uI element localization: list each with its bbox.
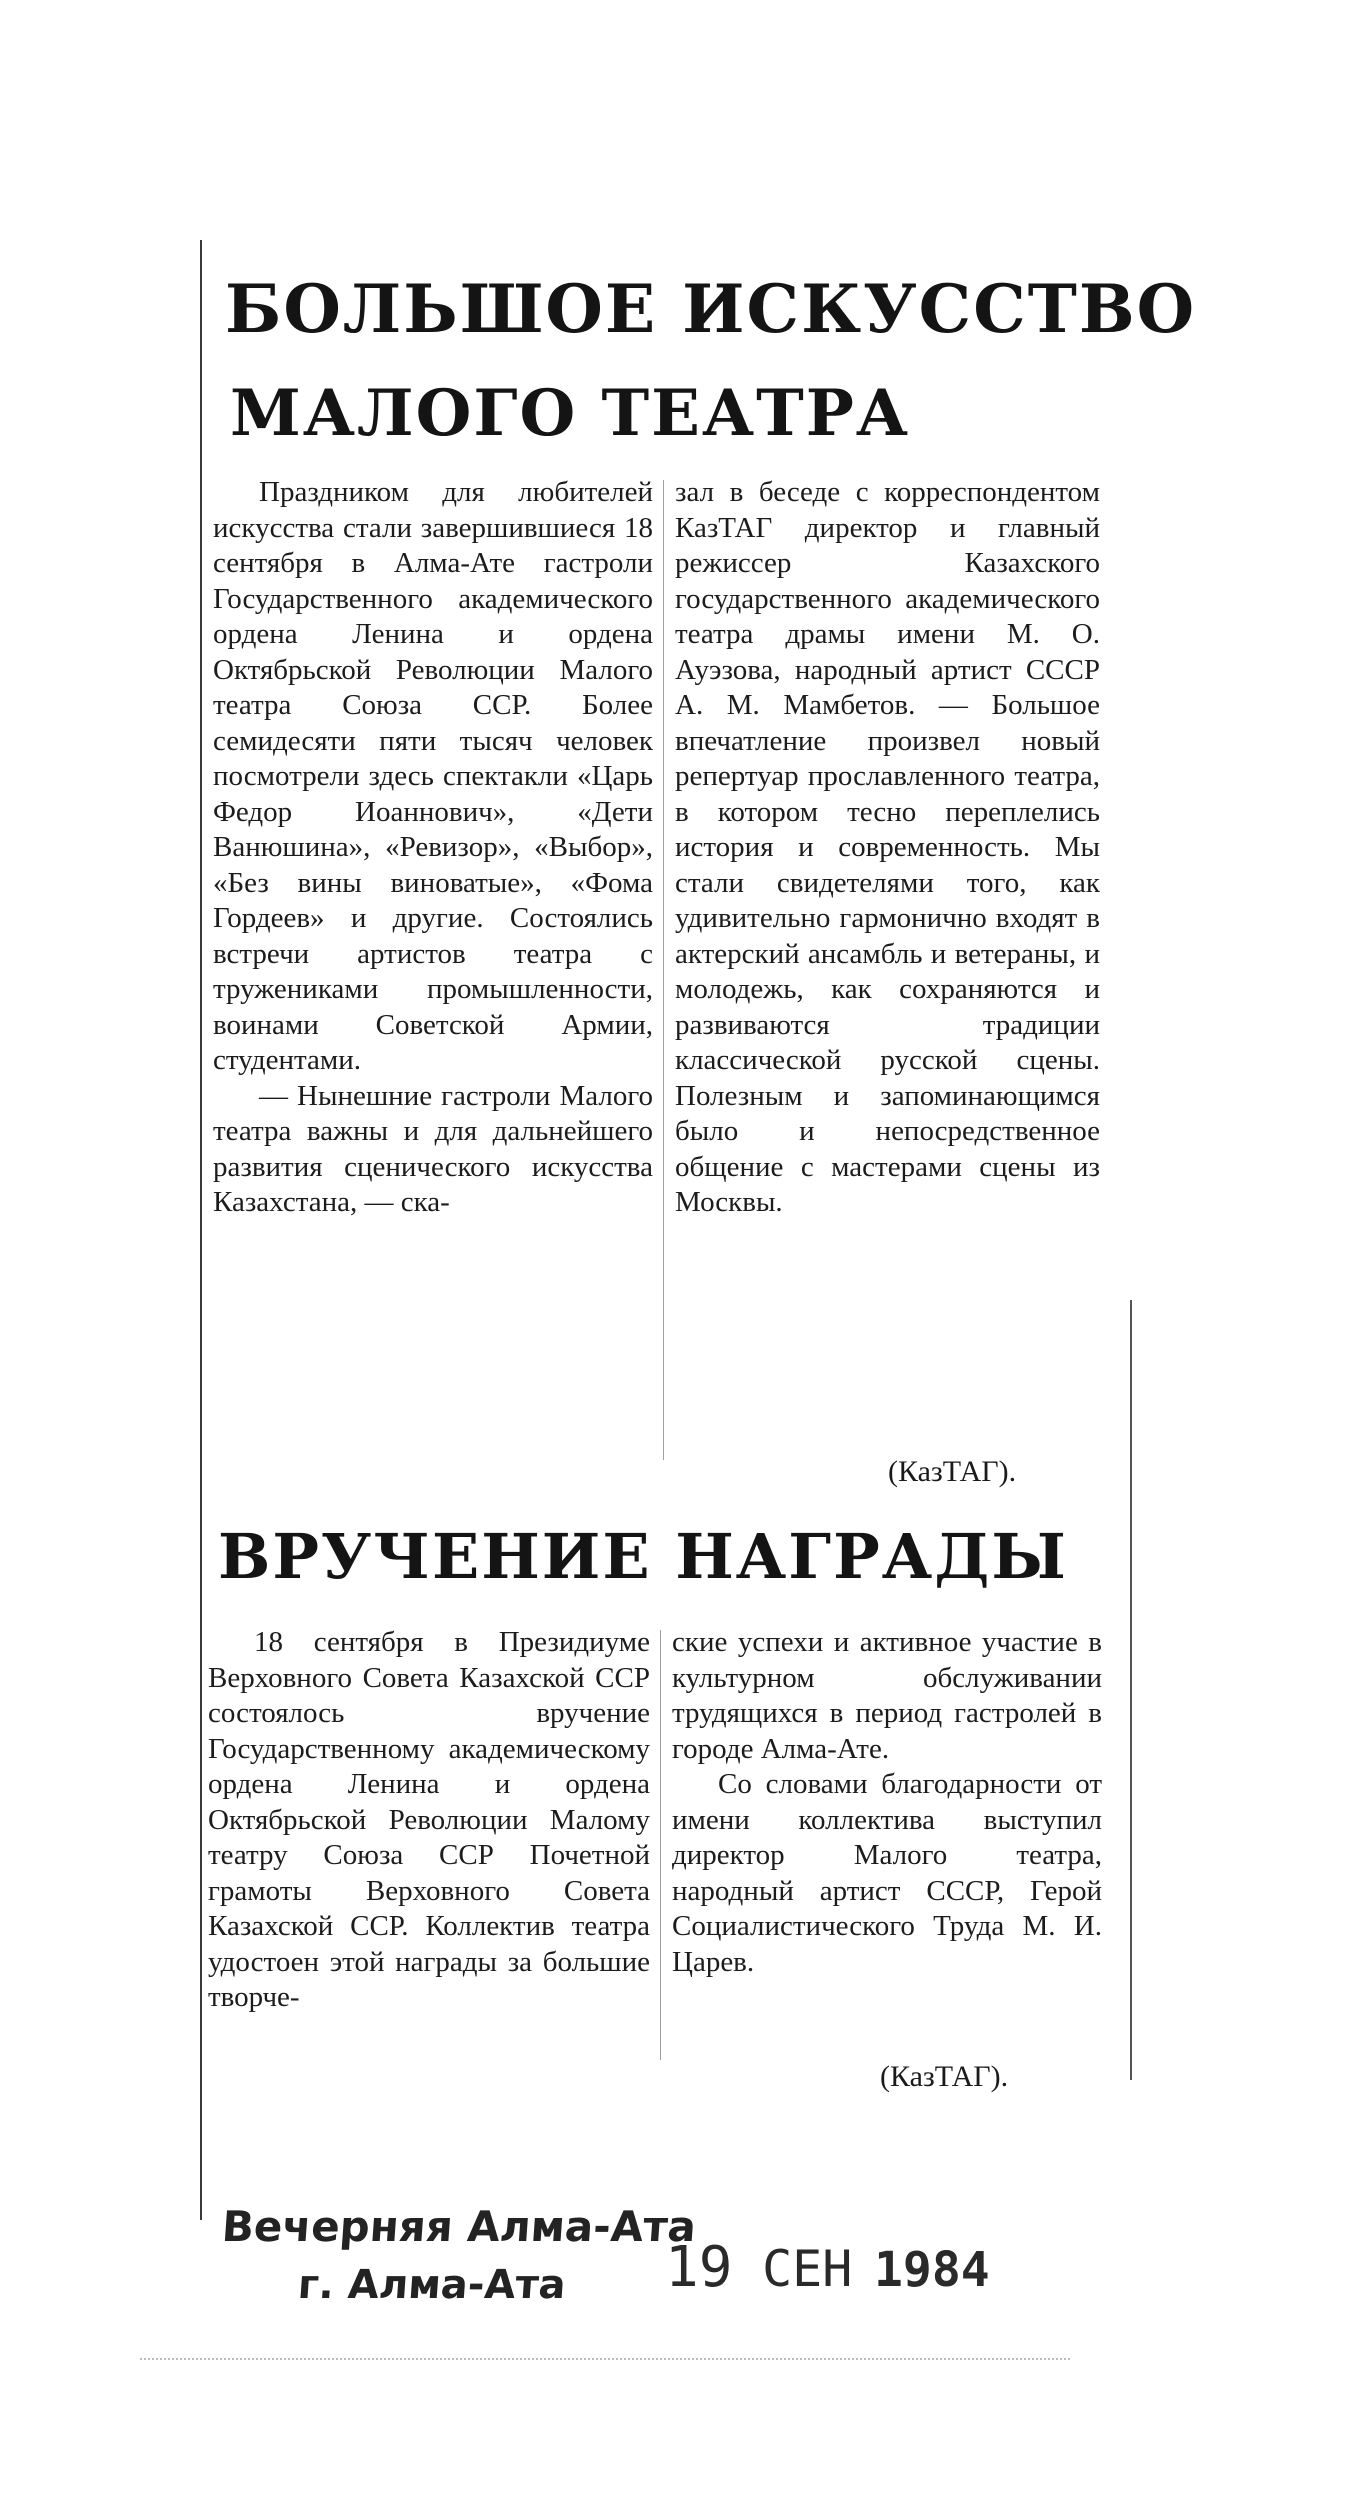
article2-column-1 [208, 1625, 650, 2016]
article2-source: (КазТАГ). [880, 2060, 1009, 2093]
article2-headline: ВРУЧЕНИЕ НАГРАДЫ [218, 1520, 1068, 1593]
article2-paragraph-1: 18 сентября в Президиуме Верховного Совета Казахской ССР состоялось вручение Государственному академическому ордена Ленина и ордена Октябрьской Революции Малому театру Союза ССР Почетной грамоты Верховного Совета Казахской ССР. Коллектив театра удостоен этой награды за большие творче- [208, 1626, 650, 2013]
article1-paragraph-1: Праздником для любителей искусства стали завершившиеся 18 сентября в Алма-Ате гастроли Государственного академического ордена Ленина и ордена Октябрьской Революции Малого театра Союза ССР. Более семидесяти пяти тысяч человек посмотрели здесь спектакли «Царь Федор Иоаннович», «Дети Ванюшина», «Ревизор», «Выбор», «Без вины виноватые», «Фома Гордеев» и другие. Состоялись встречи артистов театра с тружениками промышленности, воинами Советской Армии, студентами. [213, 476, 653, 1076]
left-margin-rule [200, 240, 202, 2220]
article1-paragraph-2: — Нынешние гастроли Малого театра важны и для дальнейшего развития сценического искусства Казахстана, — ска- [213, 1079, 653, 1218]
article2-column-2 [672, 1625, 1102, 1980]
article1-column-2 [675, 475, 1100, 1221]
article1-source: (КазТАГ). [888, 1455, 1017, 1488]
date-stamp [665, 2235, 990, 2300]
article1-headline-line1: БОЛЬШОЕ ИСКУССТВО [225, 270, 1197, 348]
article1-column-divider [663, 480, 664, 1460]
right-margin-rule [1130, 1300, 1132, 2080]
article1-column-1 [213, 475, 653, 1221]
article2-column-divider [660, 1630, 661, 2060]
newspaper-name-stamp: Вечерняя Алма-Ата [220, 2202, 698, 2251]
article2-paragraph-2: ские успехи и активное участие в культурном обслуживании трудящихся в период гастролей в городе Алма-Ате. [672, 1626, 1102, 1765]
article2-paragraph-3: Со словами благодарности от имени коллектива выступил директор Малого театра, народный артист СССР, Герой Социалистического Труда М. И. Царев. [672, 1768, 1102, 1978]
bottom-dotted-line [140, 2358, 1070, 2360]
article1-headline-line2: МАЛОГО ТЕАТРА [230, 376, 910, 451]
article1-paragraph-3: зал в беседе с корреспондентом КазТАГ директор и главный режиссер Казахского государственного академического театра драмы имени М. О. Ауэзова, народный артист СССР А. М. Мамбетов. — Большое впечатление произвел новый репертуар прославленного театра, в котором тесно переплелись история и современность. Мы стали свидетелями того, как удивительно гармонично входят в актерский ансамбль и ветераны, и молодежь, как сохраняются и развиваются традиции классической русской сцены. Полезным и запоминающимся было и непосредственное общение с мастерами сцены из Москвы. [675, 476, 1100, 1218]
date-year: 1984 [874, 2242, 990, 2298]
city-stamp: г. Алма-Ата [296, 2262, 568, 2308]
date-day: 19 [665, 2235, 733, 2300]
date-month: СЕН [762, 2240, 853, 2298]
